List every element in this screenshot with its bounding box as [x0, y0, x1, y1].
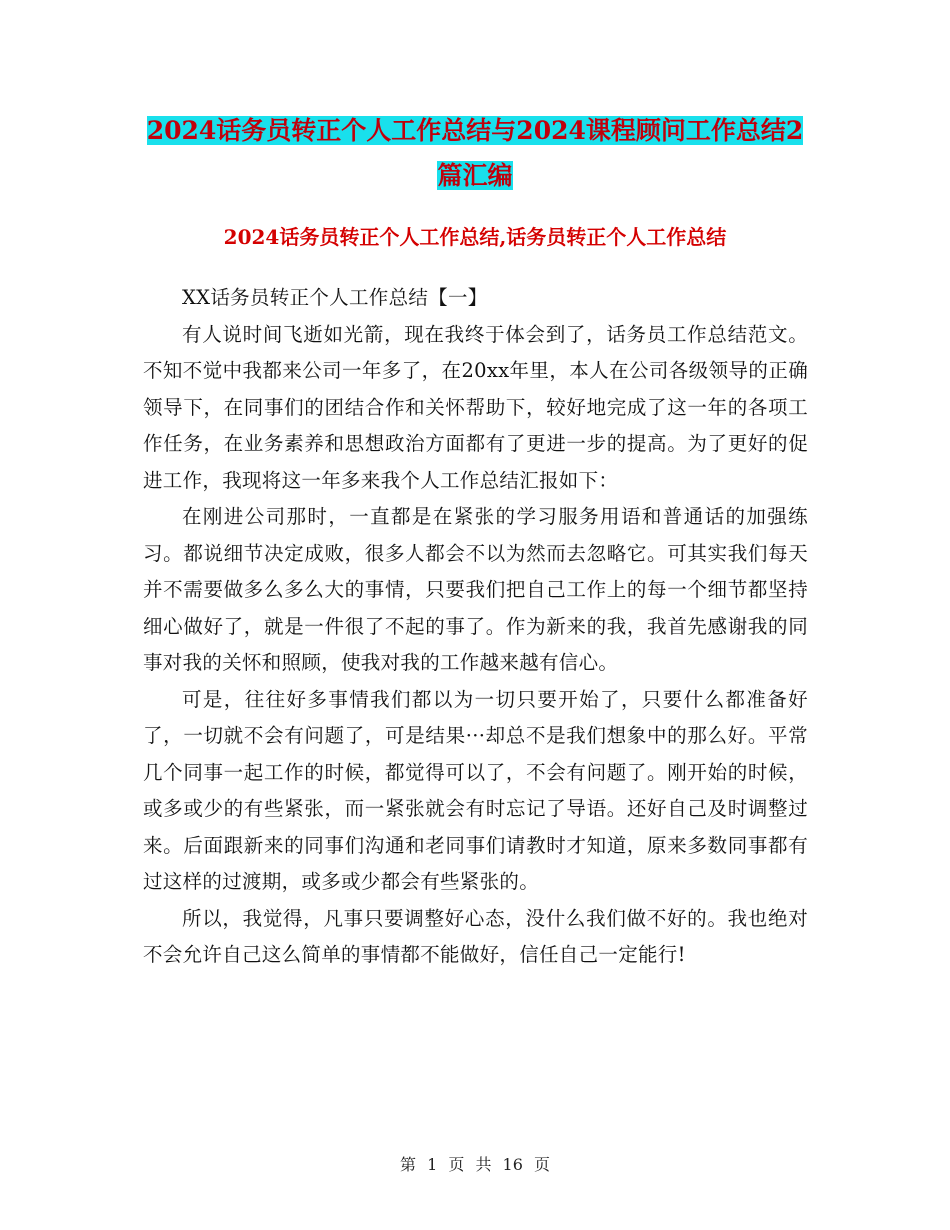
paragraph: 在刚进公司那时，一直都是在紧张的学习服务用语和普通话的加强练习。都说细节决定成败，很多人都会不以为然而去忽略它。可其实我们每天并不需要做多么多么大的事情，只要我们把自己工作上的每一个细节都坚持细心做好了，就是一件很了不起的事了。作为新来的我，我首先感谢我的同事对我的关怀和照顾，使我对我的工作越来越有信心。	[143, 505, 808, 674]
paragraph: 有人说时间飞逝如光箭，现在我终于体会到了，话务员工作总结范文。不知不觉中我都来公司一年多了，在20xx年里，本人在公司各级领导的正确领导下，在同事们的团结合作和关怀帮助下，较好地完成了这一年的各项工作任务，在业务素养和思想政治方面都有了更进一步的提高。为了更好的促进工作，我现将这一年多来我个人工作总结汇报如下：	[143, 322, 808, 492]
page-number-footer: 第 1 页 共 16 页	[400, 1155, 550, 1174]
subheading: XX话务员转正个人工作总结【一】	[182, 286, 488, 309]
paragraph: 所以，我觉得，凡事只要调整好心态，没什么我们做不好的。我也绝对不会允许自己这么简单的事情都不能做好，信任自己一定能行!	[143, 906, 808, 966]
section-heading: 2024话务员转正个人工作总结,话务员转正个人工作总结	[223, 225, 727, 249]
document-title-text: 2024话务员转正个人工作总结与2024课程顾问工作总结2篇汇编	[146, 116, 804, 190]
body-text	[143, 280, 808, 974]
paragraph: 可是，往往好多事情我们都以为一切只要开始了，只要什么都准备好了，一切就不会有问题了，可是结果···却总不是我们想象中的那么好。平常几个同事一起工作的时候，都觉得可以了，不会有问题了。刚开始的时候，或多或少的有些紧张，而一紧张就会有时忘记了导语。还好自己及时调整过来。后面跟新来的同事们沟通和老同事们请教时才知道，原来多数同事都有过这样的过渡期，或多或少都会有些紧张的。	[143, 687, 808, 893]
document-title	[140, 108, 810, 198]
